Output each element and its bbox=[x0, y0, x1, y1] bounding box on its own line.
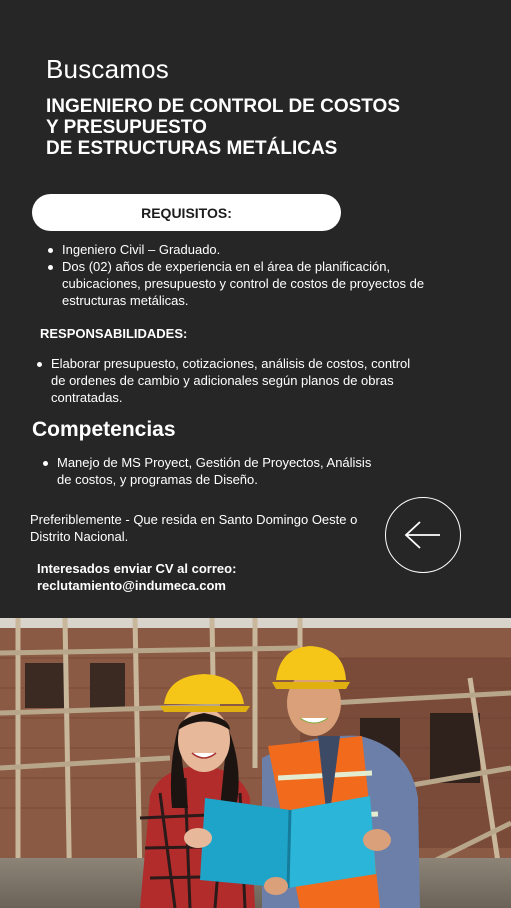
list-item: Dos (02) años de experiencia en el área de planificación, cubicaciones, presupuesto y control de costos de proyectos de estructuras metálicas. bbox=[48, 258, 458, 309]
requisitos-label: REQUISITOS: bbox=[141, 204, 232, 221]
competencias-heading: Competencias bbox=[32, 418, 176, 441]
requisitos-heading bbox=[32, 194, 341, 231]
arrow-left-icon bbox=[403, 520, 443, 550]
back-button[interactable] bbox=[385, 497, 461, 573]
requisitos-list bbox=[48, 241, 458, 309]
responsabilidades-heading: RESPONSABILIDADES: bbox=[40, 326, 188, 341]
engineers-photo bbox=[0, 618, 511, 908]
list-item: Manejo de MS Proyect, Gestión de Proyectos, Análisis de costos, y programas de Diseño. bbox=[43, 454, 373, 488]
job-title-line: Y PRESUPUESTO bbox=[46, 117, 207, 138]
intro-text: Buscamos bbox=[46, 54, 169, 84]
job-title-line: DE ESTRUCTURAS METÁLICAS bbox=[46, 138, 338, 159]
job-title-line: INGENIERO DE CONTROL DE COSTOS bbox=[46, 96, 401, 117]
blue-folder bbox=[200, 796, 376, 888]
responsabilidades-list bbox=[37, 355, 417, 406]
job-title bbox=[46, 96, 400, 159]
construction-site-illustration bbox=[0, 618, 511, 908]
contact-instruction: Interesados enviar CV al correo: bbox=[37, 561, 237, 576]
competencias-list bbox=[43, 454, 373, 488]
list-item: Elaborar presupuesto, cotizaciones, análisis de costos, control de ordenes de cambio y adicionales según planos de obras contratadas. bbox=[37, 355, 417, 406]
contact-email[interactable]: reclutamiento@indumeca.com bbox=[37, 578, 226, 593]
list-item: Ingeniero Civil – Graduado. bbox=[48, 241, 458, 258]
contact-info bbox=[37, 560, 236, 594]
residence-preference: Preferiblemente - Que resida en Santo Domingo Oeste o Distrito Nacional. bbox=[30, 512, 358, 544]
